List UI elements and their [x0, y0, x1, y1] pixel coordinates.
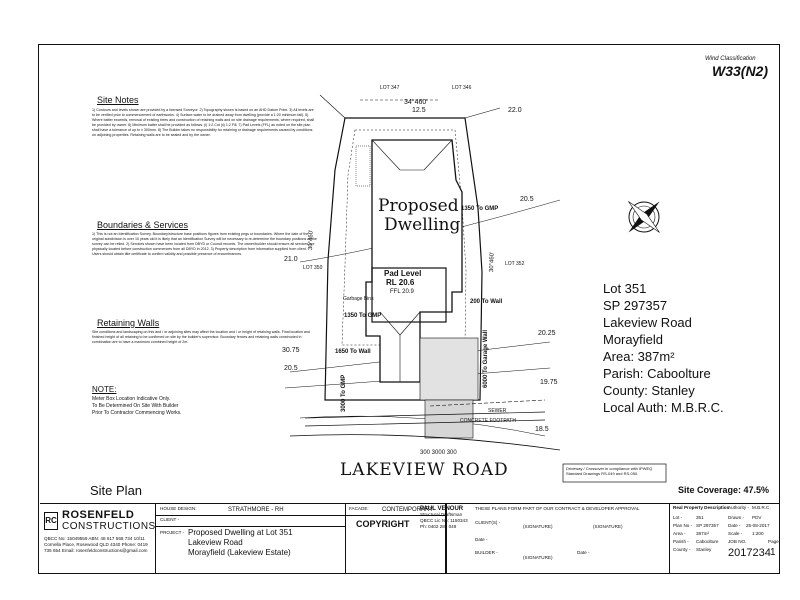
company-name-1: ROSENFELD — [62, 509, 135, 521]
pad-level-rl: RL 20.6 — [386, 278, 415, 287]
house-design-value: STRATHMORE - RH — [228, 507, 284, 513]
authority-label: Authority - — [728, 505, 749, 510]
project-line-1: Proposed Dwelling at Lot 351 — [188, 528, 293, 537]
info-sp: SP 297357 — [603, 298, 668, 313]
level-20-5-left: 20.5 — [284, 365, 298, 372]
client-label: CLIENT - — [160, 517, 180, 522]
date-label: Date - — [728, 523, 741, 528]
driveway — [420, 338, 478, 400]
pad-level-label: Pad Level — [384, 269, 422, 278]
patio-area — [356, 146, 370, 186]
dwelling-label: Dwelling — [384, 215, 461, 235]
facade-value: CONTEMPORARY — [382, 507, 434, 513]
level-21: 21.0 — [284, 256, 298, 263]
project-line-2: Lakeview Road — [188, 538, 243, 547]
designer-qbcc: QBCC Lic No: 1150343 — [420, 518, 468, 523]
boundaries-title: Boundaries & Services — [97, 220, 189, 230]
drawn-label: Drawn - — [728, 515, 745, 520]
title-block — [40, 503, 780, 573]
lot-value: 351 — [696, 515, 704, 520]
note-line-1: Meter Box Location Indicative Only. — [92, 396, 171, 402]
top-bearing: 34°460' — [404, 99, 428, 106]
client-date-label: Date - — [475, 537, 488, 542]
pad-level-ffl: FFL 20.9 — [390, 289, 414, 295]
drawn-value: PDV — [752, 515, 762, 520]
client-signature-1: (SIGNATURE) — [523, 524, 553, 529]
level-18-5: 18.5 — [535, 426, 549, 433]
setback-garage-wall: 6000 To Garage Wall — [483, 329, 489, 388]
land-title: Real Property Description — [673, 505, 730, 510]
house-design-label: HOUSE DESIGN: — [160, 506, 197, 511]
job-value: 2017234 — [728, 547, 771, 559]
page-label: Page — [768, 539, 779, 544]
boundaries-body: 1) This is not an Identification Survey. Boundary/structure base positions figures from existing pegs or boundaries. Where the date of the original subdivision is over 10 years old it is likely that an Identification Survey will be necessary to re-determine the boundary positions as the survey can be relied. 2) Services shown have been located from DBYD or Council records. The owner/builder should ensure all services are physically located before construction commences from all DBYD in 2012. 3) Property description from information supplied from client. Users should obtain title certificate to confirm validity and possible presence of encumbrances. — [92, 232, 317, 256]
level-19-75: 19.75 — [540, 379, 558, 386]
job-label: JOB NO. — [728, 539, 747, 544]
level-22: 22.0 — [508, 107, 522, 114]
date-value: 25-08-2017 — [746, 523, 770, 528]
setback-1650-wall: 1650 To Wall — [335, 349, 371, 355]
designer-sub: Structural Draftsman — [420, 512, 463, 517]
parish-label: Parish - — [673, 539, 689, 544]
footpath-label: CONCRETE FOOTPATH — [460, 418, 516, 424]
site-notes-body: 1) Contours and levels shown are provided by a licensed Surveyor. 2) Topography shown is based on an AHD Datum Point. 3) All levels are to be verified prior to commencement of earthworks. 4) Surface water to be drained away from dwelling (provide a 1:20 minimum fall). 5) Where batter exceeds, removal of existing trees and construction of retaining walls and on site drainage requirements, where required, shall be provided by owner. 6) Minimum batter shall be provided as follows: (i) 1:2 Cut (ii) 1:2 Fill. 7) Pad Levels (FFL) as noted on the site plan shall have a tolerance of up to ± 300mm. 8) The Builder takes no responsibility for retaining or drainage requirements caused by conditions on adjoining properties. Retaining walls are to be sealed and by the owner. — [92, 108, 315, 137]
parish-value: Caboolture — [696, 539, 719, 544]
plan-label: Plan No - — [673, 523, 693, 528]
project-cell — [156, 504, 346, 573]
client-signature-2: (SIGNATURE) — [593, 524, 623, 529]
driveway-note: Driveway / Crossover in compliance with IPWEQ Standard Drawings RS-049 and RS-050. — [566, 466, 653, 476]
level-20-25: 20.25 — [538, 330, 556, 337]
top-length: 12.5 — [412, 107, 426, 114]
north-arrow-icon — [626, 199, 663, 236]
wind-classification-label: Wind Classification — [705, 56, 756, 62]
property-description-cell — [670, 504, 780, 573]
level-30-75: 30.75 — [282, 347, 300, 354]
lot-352-label: LOT 352 — [505, 261, 525, 267]
lot-347-label: LOT 347 — [380, 85, 400, 91]
client-signature-label: CLIENT(S) - — [475, 520, 501, 525]
plan-value: SP 297357 — [696, 523, 719, 528]
scale-label: Scale - — [728, 531, 743, 536]
builder-date-label: Date - — [577, 550, 590, 555]
wind-classification-value: W33(N2) — [712, 63, 769, 79]
setback-gmp-right: 1350 To GMP — [461, 206, 499, 212]
company-name-2: CONSTRUCTIONS — [62, 521, 156, 532]
sewer-label: SEWER — [488, 408, 507, 414]
company-cell — [40, 504, 156, 573]
area-label: Area - — [673, 531, 686, 536]
county-value: Stanley — [696, 547, 712, 552]
form-title: THESE PLANS FORM PART OF OUR CONTRACT & DEVELOPER APPROVAL — [475, 506, 640, 511]
note-line-3: Prior To Contractor Commencing Works. — [92, 410, 182, 416]
note-line-2: To Be Determined On Site With Builder — [92, 403, 179, 409]
property-info — [603, 280, 724, 416]
info-area: Area: 387m² — [603, 349, 675, 364]
proposed-label: Proposed — [378, 196, 459, 216]
project-line-3: Morayfield (Lakeview Estate) — [188, 548, 291, 557]
level-20-5-right: 20.5 — [520, 196, 534, 203]
project-label: PROJECT - — [160, 530, 185, 535]
company-contact: QBCC No: 15049559 ABN: 48 617 568 734 10/11 Cornella Place, Rosewood QLD 4340 Phone: 0419 735 654 Email: rosenfeldconstructions@gmail.com — [44, 536, 148, 553]
kerb-line — [290, 435, 560, 450]
designer-phone: Ph: 0402 289 049 — [420, 524, 457, 529]
copyright-label: COPYRIGHT — [356, 519, 410, 529]
lot-346-label: LOT 346 — [452, 85, 472, 91]
builder-label: BUILDER - — [475, 550, 498, 555]
site-coverage: Site Coverage: 47.5% — [678, 485, 770, 495]
area-value: 387m² — [696, 531, 710, 536]
info-suburb: Morayfield — [603, 332, 663, 347]
setback-gmp-left: 1350 To GMP — [344, 313, 382, 319]
info-lot: Lot 351 — [603, 281, 647, 296]
neighbour-line — [465, 108, 500, 118]
info-local-auth: Local Auth: M.B.R.C. — [603, 400, 724, 415]
garbage-bins-label: Garbage Bins — [343, 296, 374, 302]
scale-value: 1:200 — [752, 531, 764, 536]
setback-3000-gmp: 3000 To GMP — [341, 374, 347, 412]
setback-200-wall: 200 To Wall — [470, 299, 503, 305]
site-notes-title: Site Notes — [97, 95, 139, 105]
right-bearing: 30°460' — [489, 251, 496, 273]
left-bearing: 30°460' — [308, 229, 315, 251]
facade-label: FACADE: — [349, 506, 369, 511]
neighbour-line — [320, 95, 345, 118]
road-name: LAKEVIEW ROAD — [340, 460, 509, 480]
authority-value: M.B.R.C. — [752, 505, 771, 510]
lot-350-label: LOT 350 — [303, 265, 323, 271]
company-logo-icon: RC — [44, 512, 58, 530]
info-county: County: Stanley — [603, 383, 695, 398]
builder-signature: (SIGNATURE) — [523, 555, 553, 560]
note-title: NOTE: — [92, 385, 117, 394]
info-road: Lakeview Road — [603, 315, 692, 330]
signature-cell — [446, 504, 670, 573]
county-label: County - — [673, 547, 691, 552]
road-dims: 300 3000 300 — [420, 450, 457, 456]
page-value: 1 — [770, 547, 776, 558]
retaining-walls-title: Retaining Walls — [97, 318, 160, 328]
retaining-walls-body: Site conditions and landscaping on this and / or adjoining sites may affect the location and / or height of retaining walls. Final location and finished height of all retaining to be confirmed on site by the builder's supervisor. Boundary fences and retaining walls constructed in combination are to have a maximum combined height of 2m. — [92, 330, 310, 344]
lot-label: Lot - — [673, 515, 683, 520]
site-plan-title: Site Plan — [90, 483, 143, 498]
info-parish: Parish: Caboolture — [603, 366, 711, 381]
designer-name: PAUL VENOUR — [420, 506, 464, 512]
